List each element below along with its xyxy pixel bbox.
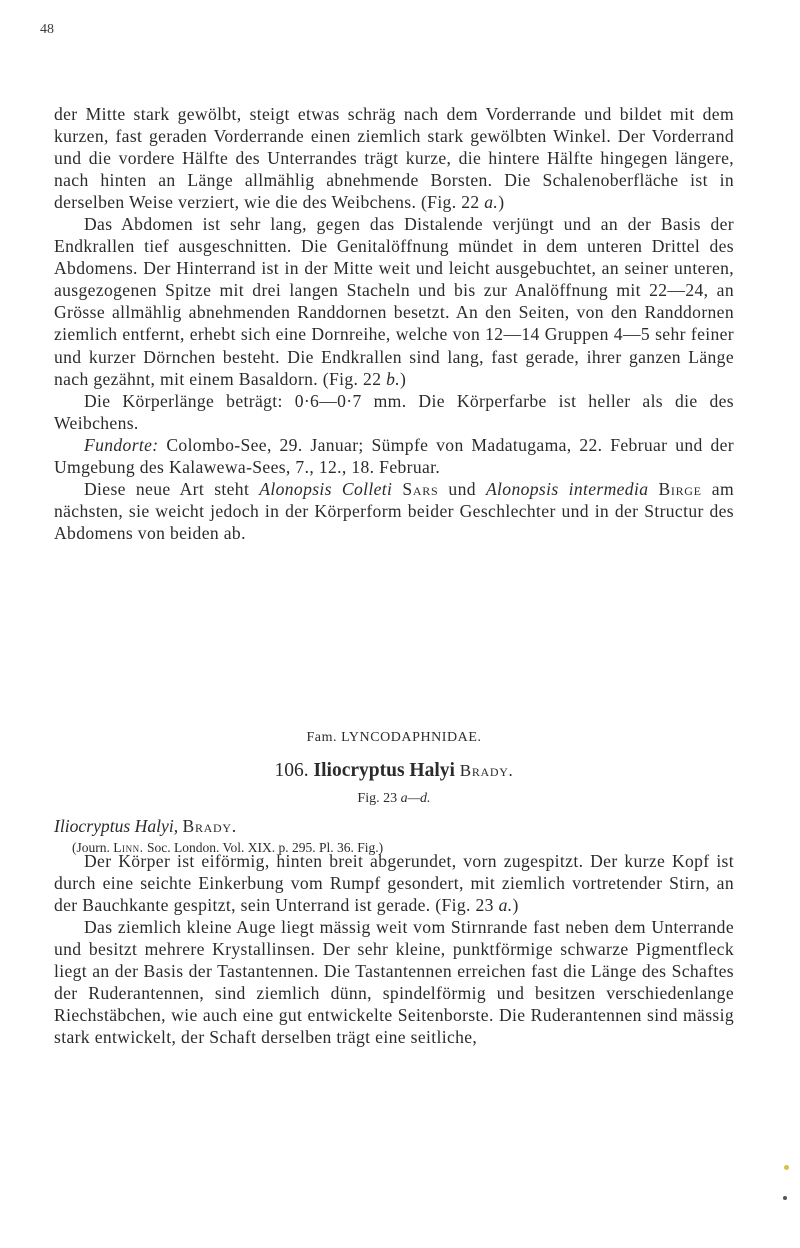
figure-label: b. [386, 368, 401, 389]
species-title: Iliocryptus Halyi [313, 760, 455, 781]
paragraph-text: ) [512, 895, 519, 916]
paragraph-text: ) [400, 368, 407, 389]
species-author: Brady. [459, 761, 514, 780]
paragraph [54, 478, 734, 544]
paragraph [54, 213, 734, 389]
paragraph [54, 390, 734, 434]
synonym-author: Brady. [182, 816, 237, 836]
figure-reference-text: Fig. 23 [357, 791, 398, 806]
species-heading [54, 760, 734, 782]
citation-text: Linn. [113, 840, 144, 855]
paragraph-text: Das Abdomen ist sehr lang, gegen das Distalende verjüngt und an der Basis der Endkrallen tief ausgeschnitten. Die Genitalöffnung mündet in dem unteren Drittel des Abdomens. Der Hinterrand ist in der Mitte weit und leicht ausgebuchtet, an seiner unteren, ausgezogenen Spitze mit drei langen Stacheln und bis zur Analöffnung mit 22—24, an Grösse allmählig abnehmenden Randdornen besetzt. An den Seiten, von den Randdornen ziemlich entfernt, erhebt sich eine Dornreihe, welche von 12—14 Gruppen 4—5 sehr feiner und kurzer Dörnchen besteht. Die Endkrallen sind lang, fast gerade, ihrer ganzen Länge nach gezähnt, mit einem Basaldorn. (Fig. 22 [54, 214, 734, 389]
paragraph-text: Diese neue Art steht [84, 478, 260, 499]
paragraph-text: ) [498, 192, 505, 213]
paragraph-text: der Mitte stark gewölbt, steigt etwas schräg nach dem Vorderrande und bildet mit dem kurzen, fast geraden Vorderrande einen ziemlich stark gewölbten Winkel. Der Vorderrand und die vordere Hälfte des Unterrandes trägt kurze, die hintere Hälfte hingegen längere, nach hinten an Länge allmählig abnehmende Borsten. Die Schalenoberfläche ist in derselben Weise verziert, wie die des Weibchens. (Fig. 22 [54, 104, 734, 213]
paragraph-text: am nächsten, sie weicht jedoch in der Körperform beider Geschlechter und in der Structur des Abdomens von beiden ab. [54, 478, 734, 543]
figure-label: a. [498, 895, 513, 916]
paragraph-text: Colombo-See, 29. Januar; Sümpfe von Madatugama, 22. Februar und der Umgebung des Kalawewa-Sees, 7., 12., 18. Februar. [54, 434, 734, 477]
citation-text: Soc. London. Vol. XIX. p. 295. Pl. 36. Fig.) [143, 840, 384, 855]
synonym-name: Iliocryptus Halyi, [54, 816, 179, 836]
margin-dot-yellow [784, 1165, 789, 1170]
paragraph-text: Der Körper ist eiförmig, hinten breit abgerundet, vorn zugespitzt. Der kurze Kopf ist durch eine seichte Einkerbung vom Rumpf gesondert, mit ziemlich vortretender Stirn, an der Bauchkante gespitzt, sein Unterrand ist gerade. (Fig. 23 [54, 851, 734, 916]
figure-reference-range: a—d. [400, 791, 431, 806]
body-text-block-2 [54, 850, 734, 1048]
paragraph-text: Das ziemlich kleine Auge liegt mässig weit vom Stirnrande fast neben dem Unterrande und besitzt mehrere Krystallinsen. Der sehr kleine, punktförmige schwarze Pigmentfleck liegt an der Basis der Tastantennen. Die Tastantennen erreichen fast die Länge des Schaftes der Ruderantennen, sind ziemlich dünn, spindelförmig und besitzen verschiedenlange Riechstäbchen, wie auch eine gut entwickelte Seitenborste. Die Ruderantennen sind mässig stark entwickelt, der Schaft derselben trägt eine seitliche, [54, 917, 734, 1048]
paragraph [54, 434, 734, 478]
paragraph [54, 103, 734, 213]
citation-text: (Journ. [72, 840, 114, 855]
paragraph-text: und [438, 478, 486, 499]
figure-label: a. [484, 192, 499, 213]
margin-dot-dark [783, 1196, 787, 1200]
species-number: 106. [274, 760, 309, 781]
paragraph [54, 850, 734, 916]
locality-label: Fundorte: [84, 434, 159, 455]
page-number: 48 [40, 22, 54, 37]
family-heading: Fam. LYNCODAPHNIDAE. [306, 730, 482, 745]
species-name: Alonopsis Colleti [259, 478, 393, 499]
body-text-block-1 [54, 103, 734, 544]
figure-reference [54, 791, 734, 807]
author-name: Sars [402, 478, 439, 499]
species-name: Alonopsis intermedia [485, 478, 649, 499]
synonym-line [54, 816, 237, 837]
paragraph-text: Die Körperlänge beträgt: 0·6—0·7 mm. Die Körperfarbe ist heller als die des Weibchens. [54, 390, 734, 433]
author-name: Birge [658, 478, 702, 499]
paragraph [54, 916, 734, 1048]
